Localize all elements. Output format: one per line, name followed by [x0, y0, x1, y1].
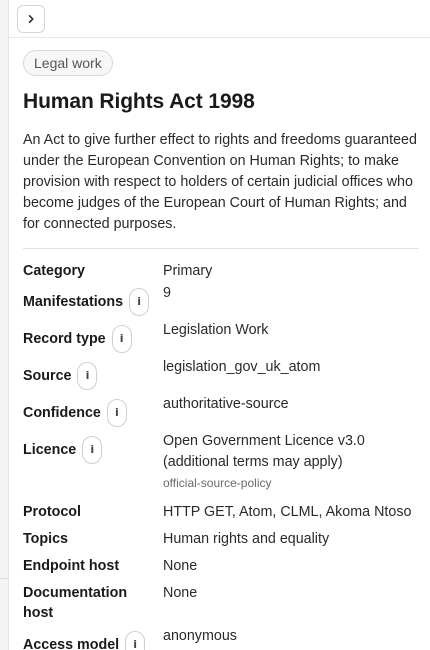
field-label: Protocol	[23, 504, 81, 520]
field-value: HTTP GET, Atom, CLML, Akoma Ntoso	[163, 504, 412, 520]
field-label-text: Licence	[23, 442, 77, 458]
field-value: None	[163, 585, 198, 601]
field-value: 9	[163, 285, 171, 301]
top-toolbar	[9, 0, 430, 38]
field-value: anonymous	[163, 628, 237, 644]
info-icon[interactable]: i	[129, 288, 149, 316]
field-value: legislation_gov_uk_atom	[163, 359, 321, 375]
field-value: Human rights and equality	[163, 531, 330, 547]
field-value: authoritative-source	[163, 396, 289, 412]
licence-policy: official-source-policy	[163, 476, 272, 490]
licence-name: Open Government Licence v3.0 (additional terms may apply)	[163, 433, 365, 470]
info-icon[interactable]: i	[112, 325, 132, 353]
chevron-right-icon	[26, 14, 36, 24]
left-rail	[0, 0, 9, 650]
field-label-text: Manifestations	[23, 294, 124, 310]
field-label-text: Source	[23, 368, 72, 384]
field-value	[163, 431, 419, 492]
info-icon[interactable]: i	[82, 436, 102, 464]
field-value: None	[163, 558, 198, 574]
field-label	[23, 399, 127, 427]
field-value: Legislation Work	[163, 322, 269, 338]
field-label-text: Access model	[23, 637, 120, 650]
expand-panel-button[interactable]	[17, 5, 45, 33]
field-value: Primary	[163, 263, 213, 279]
info-icon[interactable]: i	[107, 399, 127, 427]
field-label-text: Confidence	[23, 405, 101, 421]
field-label	[23, 631, 145, 650]
info-icon[interactable]: i	[125, 631, 145, 650]
field-label: Endpoint host	[23, 558, 120, 574]
record-kind-tag: Legal work	[23, 50, 113, 76]
field-label	[23, 288, 149, 316]
section-divider	[23, 248, 419, 249]
field-label	[23, 325, 132, 353]
field-label	[23, 436, 102, 464]
left-rail-divider	[0, 578, 9, 600]
field-label: Category	[23, 263, 85, 279]
record-description: An Act to give further effect to rights and freedoms guaranteed under the European Convention on Human Rights; to make provision with respect to holders of certain judicial offices who become judges of the European Court of Human Rights; and for connected purposes.	[23, 132, 417, 232]
field-label: Topics	[23, 531, 69, 547]
field-label-text: Record type	[23, 331, 106, 347]
info-icon[interactable]: i	[77, 362, 97, 390]
record-detail-panel	[23, 50, 419, 650]
record-title: Human Rights Act 1998	[23, 90, 255, 113]
field-label: Documentation host	[23, 585, 128, 621]
field-label	[23, 362, 97, 390]
